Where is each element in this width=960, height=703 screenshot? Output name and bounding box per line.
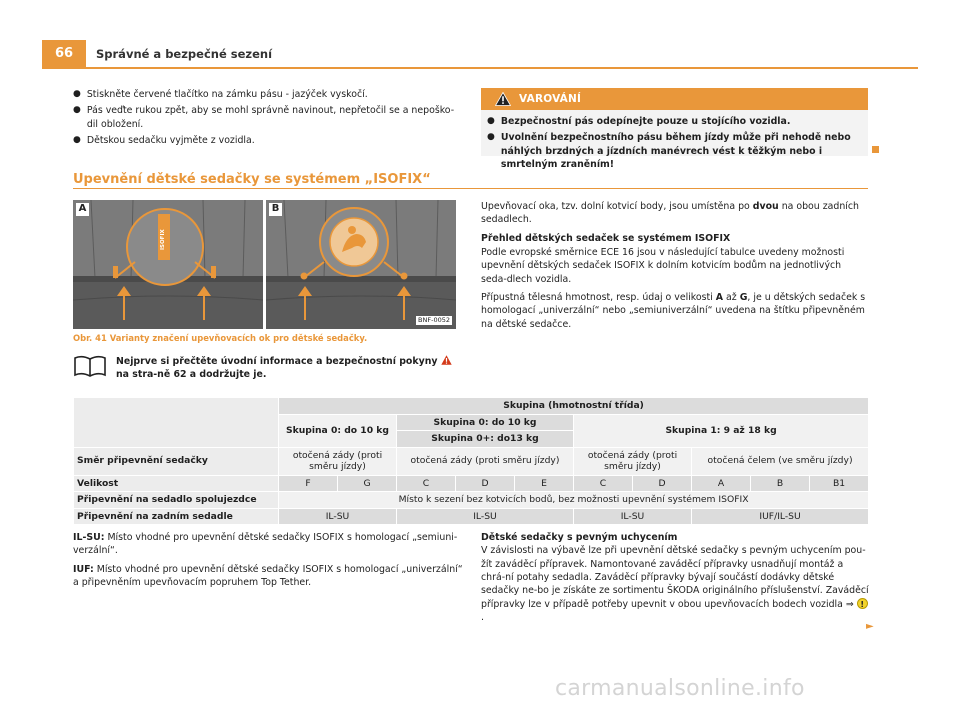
list-item: ● Pás veďte rukou zpět, aby se mohl správně navinout, nepřetočil se a nepoško-dil obložení. [73, 105, 455, 130]
figure-isofix [73, 200, 456, 329]
table-cell: otočená zády (proti směru jízdy) [574, 447, 692, 475]
paragraph: Podle evropské směrnice ECE 16 jsou v následující tabulce uvedeny možnosti upevnění dětských sedaček ISOFIX k dolním kotvicím bodům na jednotlivých seda-dlech vozidla. [481, 247, 845, 285]
figure-panel-b [266, 200, 456, 329]
paragraph: Přípustná tělesná hmotnost, resp. údaj o velikosti A až G, je u dětských sedaček s homologací „univerzální“ nebo „semiuniverzální“ uvedena na štítku připevněném na dětské sedačce. [481, 292, 866, 330]
list-item: ● Dětskou sedačku vyjměte z vozidla. [73, 135, 255, 147]
table-cell: otočená zády (proti směru jízdy) [397, 447, 574, 475]
bullet-icon: ● [73, 105, 81, 116]
table-cell: C [397, 475, 456, 492]
table-cell: C [574, 475, 633, 492]
header-rule [42, 67, 918, 69]
warning-title: VAROVÁNÍ [519, 92, 582, 105]
group-0plus-cell: Skupina 0+: do13 kg [397, 431, 574, 448]
list-item: ● Uvolnění bezpečnostního pásu během jízdy může při nehodě nebo náhlých brzdných a jízdních manévrech vést k těžkým nebo i smrtelným zraněním! [487, 132, 851, 171]
warning-body [481, 110, 868, 171]
table-cell: B [751, 475, 810, 492]
table-row [74, 492, 869, 509]
table-row [74, 447, 869, 475]
group-header: Skupina (hmotnostní třída) [279, 398, 869, 415]
intro-text [481, 200, 869, 336]
fixed-seats-text [481, 531, 869, 624]
table-cell: IUF/IL-SU [692, 508, 869, 525]
warning-box [481, 88, 868, 171]
table-cell: F [279, 475, 338, 492]
subheading: Přehled dětských sedaček se systémem ISOFIX [481, 232, 731, 244]
warning-header [481, 88, 868, 110]
table-cell: Místo k sezení bez kotvicích bodů, bez možnosti upevnění systémem ISOFIX [279, 492, 869, 509]
note-text: Nejprve si přečtěte úvodní informace a bezpečnostní pokyny na stra-ně 62 a dodržujte je. [116, 355, 461, 382]
table-cell: IL-SU [397, 508, 574, 525]
table-cell: A [692, 475, 751, 492]
row-header: Připevnění na sedadlo spolujezdce [74, 492, 279, 509]
panel-label-a: A [76, 203, 89, 216]
figure-caption: Obr. 41 Varianty značení upevňovacích ok pro dětské sedačky. [73, 333, 368, 343]
paragraph: Upevňovací oka, tzv. dolní kotvicí body, jsou umístěna po dvou na obou zadních sedadlech. [481, 201, 859, 226]
list-item: ● Bezpečnostní pás odepínejte pouze u stojícího vozidla. [487, 116, 791, 127]
table-cell: otočená zády (proti směru jízdy) [279, 447, 397, 475]
figure-panel-a [73, 200, 263, 329]
group-0-cell: Skupina 0: do 10 kg [279, 414, 397, 447]
legend-text [73, 531, 465, 594]
instruction-list [73, 88, 465, 150]
panel-label-b: B [269, 203, 282, 216]
figure-code: BNF-0052 [418, 315, 450, 324]
warning-triangle-icon [441, 355, 452, 365]
table-cell: D [456, 475, 515, 492]
paragraph: IL-SU: Místo vhodné pro upevnění dětské sedačky ISOFIX s homologací „semiuni-verzální“. [73, 532, 458, 557]
row-header: Směr připevnění sedačky [74, 447, 279, 475]
book-icon [73, 355, 107, 381]
table-cell: E [515, 475, 574, 492]
table-cell: D [633, 475, 692, 492]
section-rule [73, 188, 868, 189]
table-row [74, 398, 869, 415]
continue-arrow-icon: ► [866, 621, 874, 632]
paragraph: V závislosti na výbavě lze při upevnění dětské sedačky s pevným uchycením pou-žít zaváděcí přípravek. Namontované zaváděcí přípravky usnadňují montáž a chrá-ní potahy sedadla. Zaváděcí přípravky bývají součástí dodávky dětské sedačky ne-bo je získáte ze sortimentu ŠKODA originálního příslušenství. Zaváděcí přípravky lze v případě potřeby upevnit v obou upevňovacích bodech vozidla ⇒ !. [481, 545, 869, 624]
warning-triangle-icon [495, 92, 511, 106]
bullet-icon: ● [73, 89, 81, 99]
group-0b-cell: Skupina 0: do 10 kg [397, 414, 574, 431]
watermark: carmanualsonline.info [555, 676, 805, 701]
isofix-table [73, 397, 869, 525]
bullet-icon: ● [73, 135, 81, 146]
subheading: Dětské sedačky s pevným uchycením [481, 532, 678, 543]
table-row [74, 475, 869, 492]
caution-reference-icon[interactable]: ! [857, 598, 868, 609]
isofix-tag: ISOFIX [160, 229, 167, 251]
bullet-icon: ● [487, 116, 495, 126]
bullet-icon: ● [487, 132, 495, 143]
table-cell: otočená čelem (ve směru jízdy) [692, 447, 869, 475]
section-title: Upevnění dětské sedačky se systémem „ISOFIX“ [73, 172, 431, 187]
table-cell: G [338, 475, 397, 492]
table-cell: IL-SU [279, 508, 397, 525]
table-row [74, 508, 869, 525]
list-item: ● Stiskněte červené tlačítko na zámku pásu - jazýček vyskočí. [73, 89, 368, 100]
table-cell: IL-SU [574, 508, 692, 525]
group-1-cell: Skupina 1: 9 až 18 kg [574, 414, 869, 447]
row-header: Připevnění na zadním sedadle [74, 508, 279, 525]
paragraph: IUF: Místo vhodné pro upevnění dětské sedačky ISOFIX s homologací „univerzální“ a připevněním upevňovacím popruhem Top Tether. [73, 563, 463, 589]
row-header: Velikost [74, 475, 279, 492]
seat-illustration-b [266, 200, 456, 329]
page-number: 66 [42, 40, 86, 68]
end-marker-icon [872, 146, 879, 153]
chapter-title: Správné a bezpečné sezení [96, 47, 273, 61]
table-cell: B1 [810, 475, 869, 492]
